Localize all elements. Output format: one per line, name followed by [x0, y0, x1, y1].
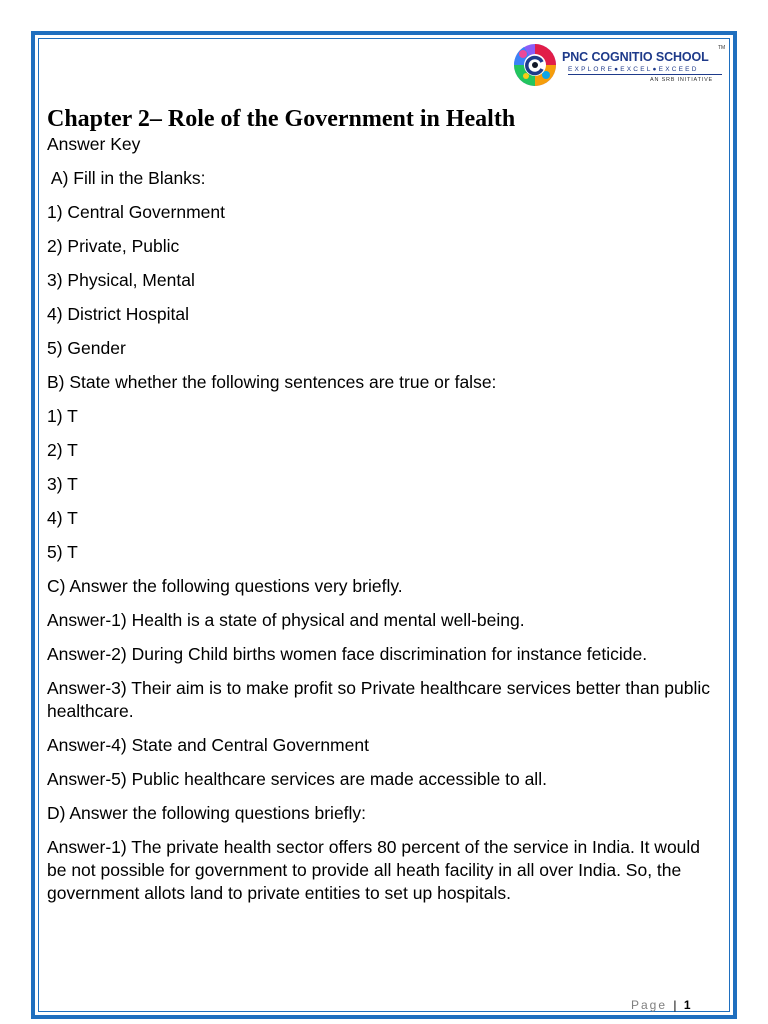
answer-item: 1) T: [47, 406, 78, 426]
school-tagline: EXPLORE●EXCEL●EXCEED: [568, 66, 699, 73]
trademark: TM: [718, 45, 726, 51]
answer-item: 2) Private, Public: [47, 236, 180, 256]
section-b-heading: B) State whether the following sentences are true or false:: [47, 372, 497, 392]
page-footer: [631, 998, 691, 1012]
answer-item: Answer-5) Public healthcare services are made accessible to all.: [47, 769, 547, 789]
answer-item: Answer-1) Health is a state of physical and mental well-being.: [47, 610, 525, 630]
document-content: [47, 104, 717, 916]
school-logo-icon: [512, 42, 558, 88]
school-logo: [512, 42, 728, 90]
answer-item: 1) Central Government: [47, 202, 225, 222]
document-subtitle: Answer Key: [47, 134, 141, 154]
page-separator: |: [673, 998, 677, 1012]
answer-item: 3) Physical, Mental: [47, 270, 195, 290]
answer-item: 2) T: [47, 440, 78, 460]
answer-item: Answer-1) The private health sector offers 80 percent of the service in India. It would be not possible for government to provide all heath facility in all over India. So, the government allots land to private entities to set up hospitals.: [47, 837, 701, 903]
answer-item: Answer-2) During Child births women face discrimination for instance feticide.: [47, 644, 648, 664]
answer-item: 4) T: [47, 508, 78, 528]
page-title: Chapter 2– Role of the Government in Health: [47, 106, 516, 132]
school-initiative: AN SRB INITIATIVE: [650, 77, 714, 83]
section-c-heading: C) Answer the following questions very briefly.: [47, 576, 403, 596]
page-label: Page: [631, 998, 668, 1012]
page-number: 1: [683, 998, 691, 1012]
answer-item: 3) T: [47, 474, 78, 494]
answer-item: Answer-3) Their aim is to make profit so Private healthcare services better than public healthcare.: [47, 678, 711, 721]
answer-item: 4) District Hospital: [47, 304, 189, 324]
answer-item: 5) T: [47, 542, 78, 562]
answer-item: 5) Gender: [47, 338, 126, 358]
logo-divider: [568, 74, 722, 75]
answer-item: Answer-4) State and Central Government: [47, 735, 369, 755]
school-name: PNC COGNITIO SCHOOL: [562, 50, 709, 64]
section-d-heading: D) Answer the following questions briefly:: [47, 803, 367, 823]
section-a-heading: A) Fill in the Blanks:: [47, 168, 206, 188]
